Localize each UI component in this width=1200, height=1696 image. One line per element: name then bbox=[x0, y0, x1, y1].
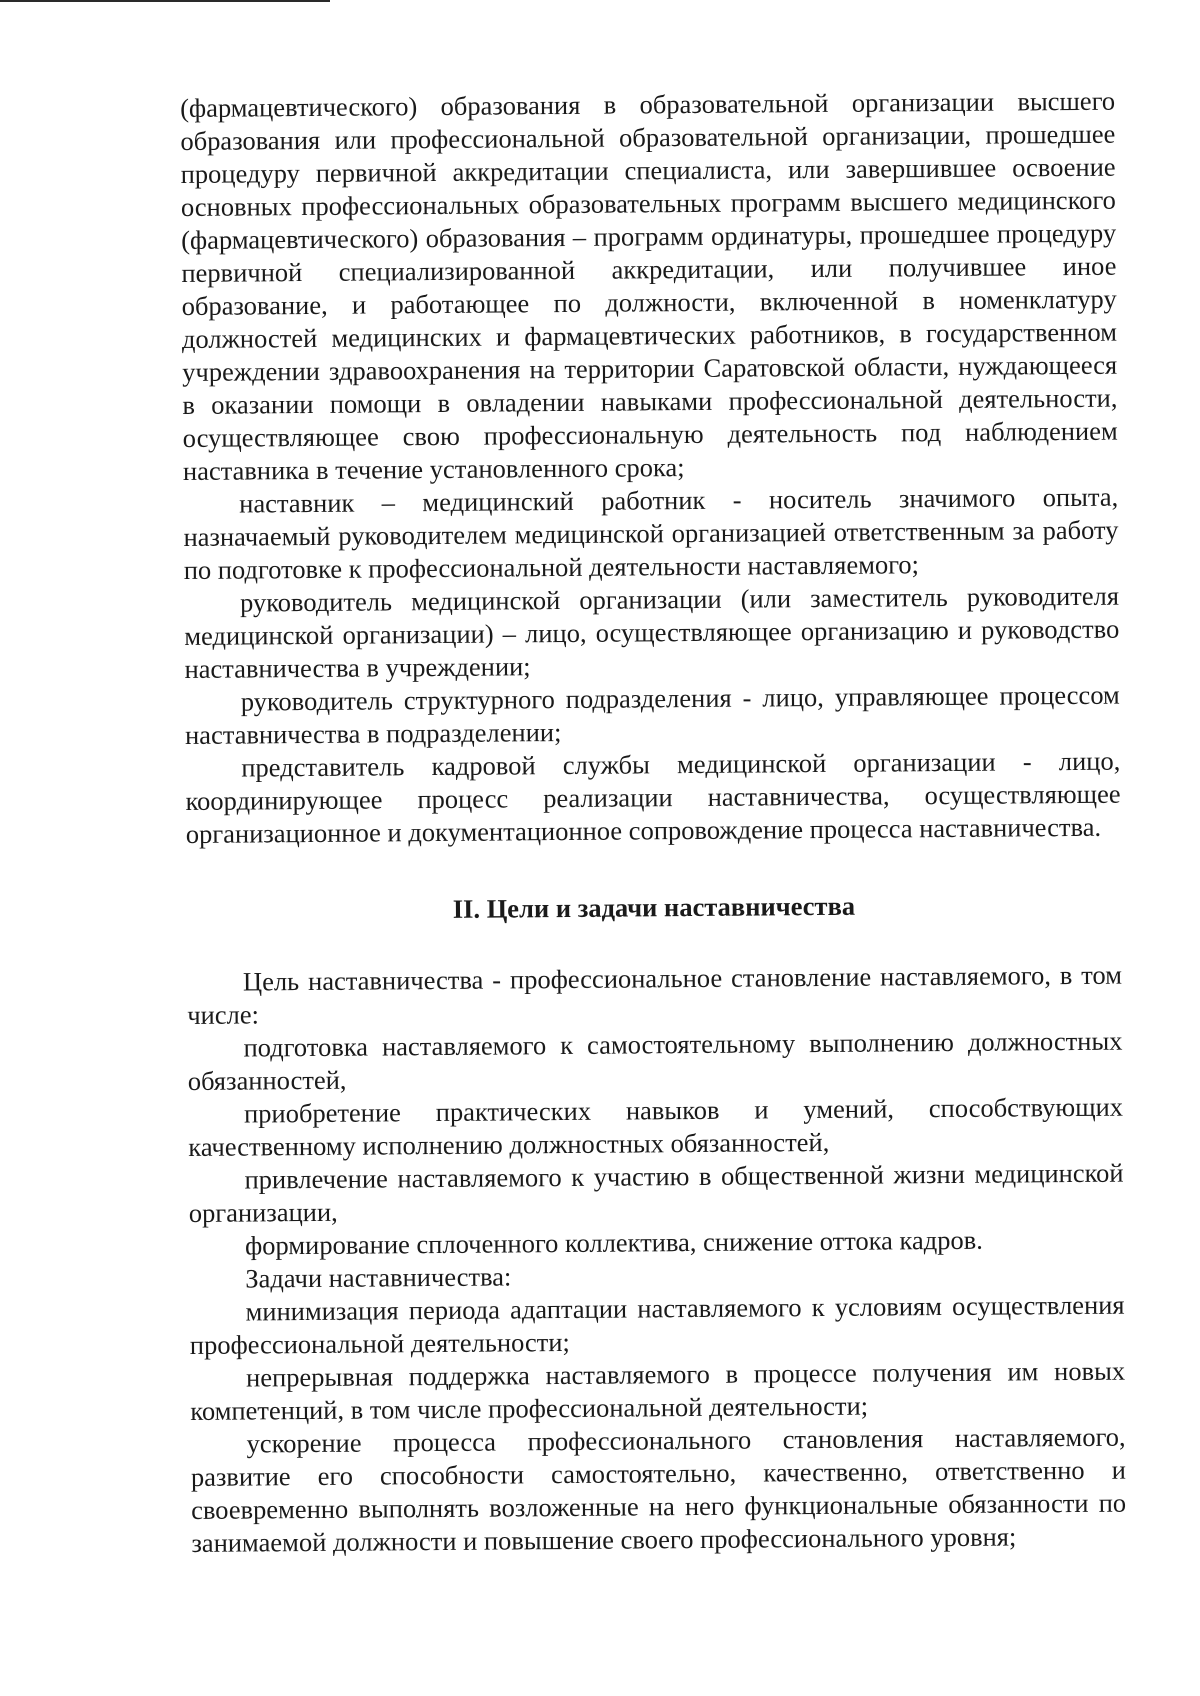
tasks-heading: Задачи наставничества: bbox=[245, 1261, 512, 1294]
task-paragraph: минимизация периода адаптации наставляемого к условиям осуществления профессиональной деятельности; bbox=[189, 1289, 1125, 1360]
goal-paragraph: подготовка наставляемого к самостоятельному выполнению должностных обязанностей, bbox=[187, 1025, 1123, 1096]
goal-paragraph: привлечение наставляемого к участию в общественной жизни медицинской организации, bbox=[188, 1157, 1124, 1228]
section-heading: II. Цели и задачи наставничества bbox=[452, 890, 856, 924]
definition-paragraph: руководитель медицинской организации (или заместитель руководителя медицинской организации) – лицо, осуществляющее организацию и руководство наставничества в учреждении; bbox=[184, 580, 1120, 684]
task-paragraph: непрерывная поддержка наставляемого в процессе получения им новых компетенций, в том числе профессиональной деятельности; bbox=[190, 1355, 1126, 1426]
scan-edge-line bbox=[0, 0, 330, 2]
document-page bbox=[180, 85, 1127, 1560]
definition-paragraph: (фармацевтического) образования в образовательной организации высшего образования или профессиональной образовательной организации, прошедшее процедуру первичной аккредитации специалиста, или завершившее освоение основных профессиональных образовательных программ высшего медицинского (фармацевтического) образования – программ ординатуры, прошедшее процедуру первичной специализированной аккредитации, или получившее иное образование, и работающее по должности, включенной в номенклатуру должностей медицинских и фармацевтических работников, в государственном учреждении здравоохранения на территории Саратовской области, нуждающееся в оказании помощи в овладении навыками профессиональной деятельности, осуществляющее свою профессиональную деятельность под наблюдением наставника в течение установленного срока; bbox=[180, 85, 1118, 486]
definition-paragraph: представитель кадровой службы медицинской организации - лицо, координирующее процесс реализации наставничества, осуществляющее организационное и документационное сопровождение процесса наставничества. bbox=[185, 745, 1121, 849]
definition-paragraph: наставник – медицинский работник - носитель значимого опыта, назначаемый руководителем медицинской организацией ответственным за работу по подготовке к профессиональной деятельности наставляемого; bbox=[183, 481, 1119, 585]
definition-paragraph: руководитель структурного подразделения - лицо, управляющее процессом наставничества в подразделении; bbox=[184, 679, 1120, 750]
goal-paragraph: формирование сплоченного коллектива, снижение оттока кадров. bbox=[244, 1224, 983, 1261]
goal-paragraph: Цель наставничества - профессиональное становление наставляемого, в том числе: bbox=[187, 959, 1123, 1030]
goal-paragraph: приобретение практических навыков и умений, способствующих качественному исполнению должностных обязанностей, bbox=[188, 1091, 1124, 1162]
task-paragraph: ускорение процесса профессионального становления наставляемого, развитие его способности самостоятельно, качественно, ответственно и своевременно выполнять возложенные на него функциональные обязанности по занимаемой должности и повышение своего профессионального уровня; bbox=[190, 1421, 1127, 1558]
